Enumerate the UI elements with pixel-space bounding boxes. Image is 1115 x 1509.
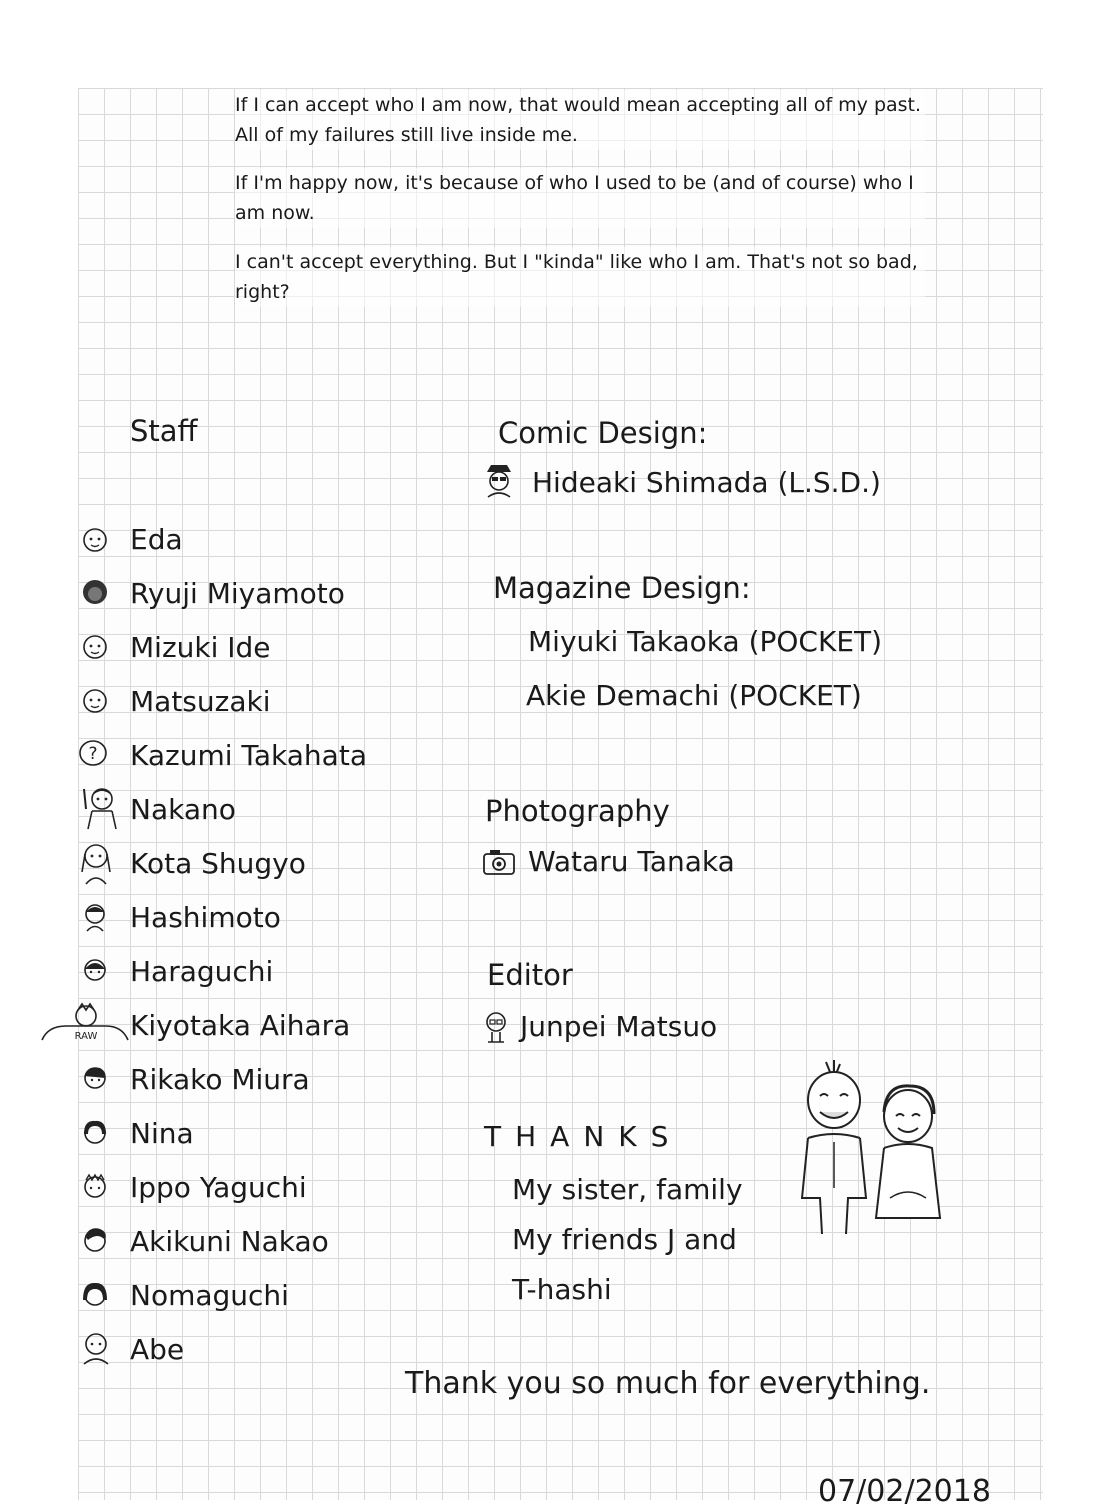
- closing-message: Thank you so much for everything.: [405, 1366, 931, 1401]
- question-mark-icon: [78, 738, 108, 768]
- svg-text:?: ?: [88, 744, 98, 764]
- hat-face-icon: [482, 462, 516, 498]
- staff-name: Nina: [130, 1117, 194, 1150]
- staff-name: Eda: [130, 523, 183, 556]
- face-icon: [80, 1064, 110, 1094]
- waving-figure-icon: [78, 785, 120, 831]
- staff-name: Mizuki Ide: [130, 631, 271, 664]
- photography-heading: Photography: [485, 794, 670, 828]
- intro-paragraph-1: If I can accept who I am now, that would mean accepting all of my past. All of my failures still live inside me.: [235, 90, 925, 150]
- staff-name: Ryuji Miyamoto: [130, 577, 345, 610]
- date-stamp: 07/02/2018: [818, 1474, 991, 1509]
- face-icon: [80, 1280, 110, 1310]
- photography-name: Wataru Tanaka: [528, 845, 735, 878]
- magazine-design-name: Akie Demachi (POCKET): [526, 679, 862, 712]
- staff-name: Akikuni Nakao: [130, 1225, 329, 1258]
- camera-icon: [482, 848, 516, 876]
- face-icon: [482, 1010, 510, 1044]
- face-icon: [80, 1118, 110, 1148]
- raw-face-icon: [38, 1002, 130, 1042]
- face-icon: [80, 956, 110, 986]
- comic-design-heading: Comic Design:: [498, 416, 708, 450]
- thanks-heading: THANKS: [484, 1120, 683, 1153]
- editor-name: Junpei Matsuo: [520, 1010, 718, 1043]
- face-icon: [80, 632, 110, 662]
- face-icon: [78, 842, 114, 886]
- staff-name: Ippo Yaguchi: [130, 1171, 307, 1204]
- face-icon: [80, 1172, 110, 1202]
- staff-heading: Staff: [130, 414, 198, 448]
- staff-name: Kazumi Takahata: [130, 739, 367, 772]
- magazine-design-heading: Magazine Design:: [493, 571, 751, 605]
- staff-name: Kiyotaka Aihara: [130, 1009, 351, 1042]
- staff-name: Haraguchi: [130, 955, 274, 988]
- intro-paragraph-3: I can't accept everything. But I "kinda" like who I am. That's not so bad, right?: [235, 247, 925, 307]
- comic-design-name: Hideaki Shimada (L.S.D.): [532, 466, 881, 499]
- face-icon: [80, 1226, 110, 1256]
- staff-name: Matsuzaki: [130, 685, 271, 718]
- face-icon: [80, 525, 110, 555]
- thanks-line: T-hashi: [512, 1273, 612, 1306]
- face-icon: [78, 1330, 114, 1366]
- staff-name: Hashimoto: [130, 901, 281, 934]
- magazine-design-name: Miyuki Takaoka (POCKET): [528, 625, 883, 658]
- face-icon: [80, 686, 110, 716]
- intro-paragraph-2: If I'm happy now, it's because of who I used to be (and of course) who I am now.: [235, 168, 925, 228]
- staff-name: Kota Shugyo: [130, 847, 306, 880]
- afro-face-icon: [80, 578, 110, 608]
- raw-tag: RAW: [74, 1031, 98, 1042]
- editor-heading: Editor: [487, 958, 573, 992]
- staff-name: Nomaguchi: [130, 1279, 289, 1312]
- staff-name: Abe: [130, 1333, 185, 1366]
- staff-name: Nakano: [130, 793, 236, 826]
- thanks-line: My sister, family: [512, 1173, 743, 1206]
- thanks-line: My friends J and: [512, 1223, 737, 1256]
- staff-name: Rikako Miura: [130, 1063, 310, 1096]
- couple-portrait-illustration: [790, 1058, 950, 1238]
- face-icon: [80, 902, 110, 932]
